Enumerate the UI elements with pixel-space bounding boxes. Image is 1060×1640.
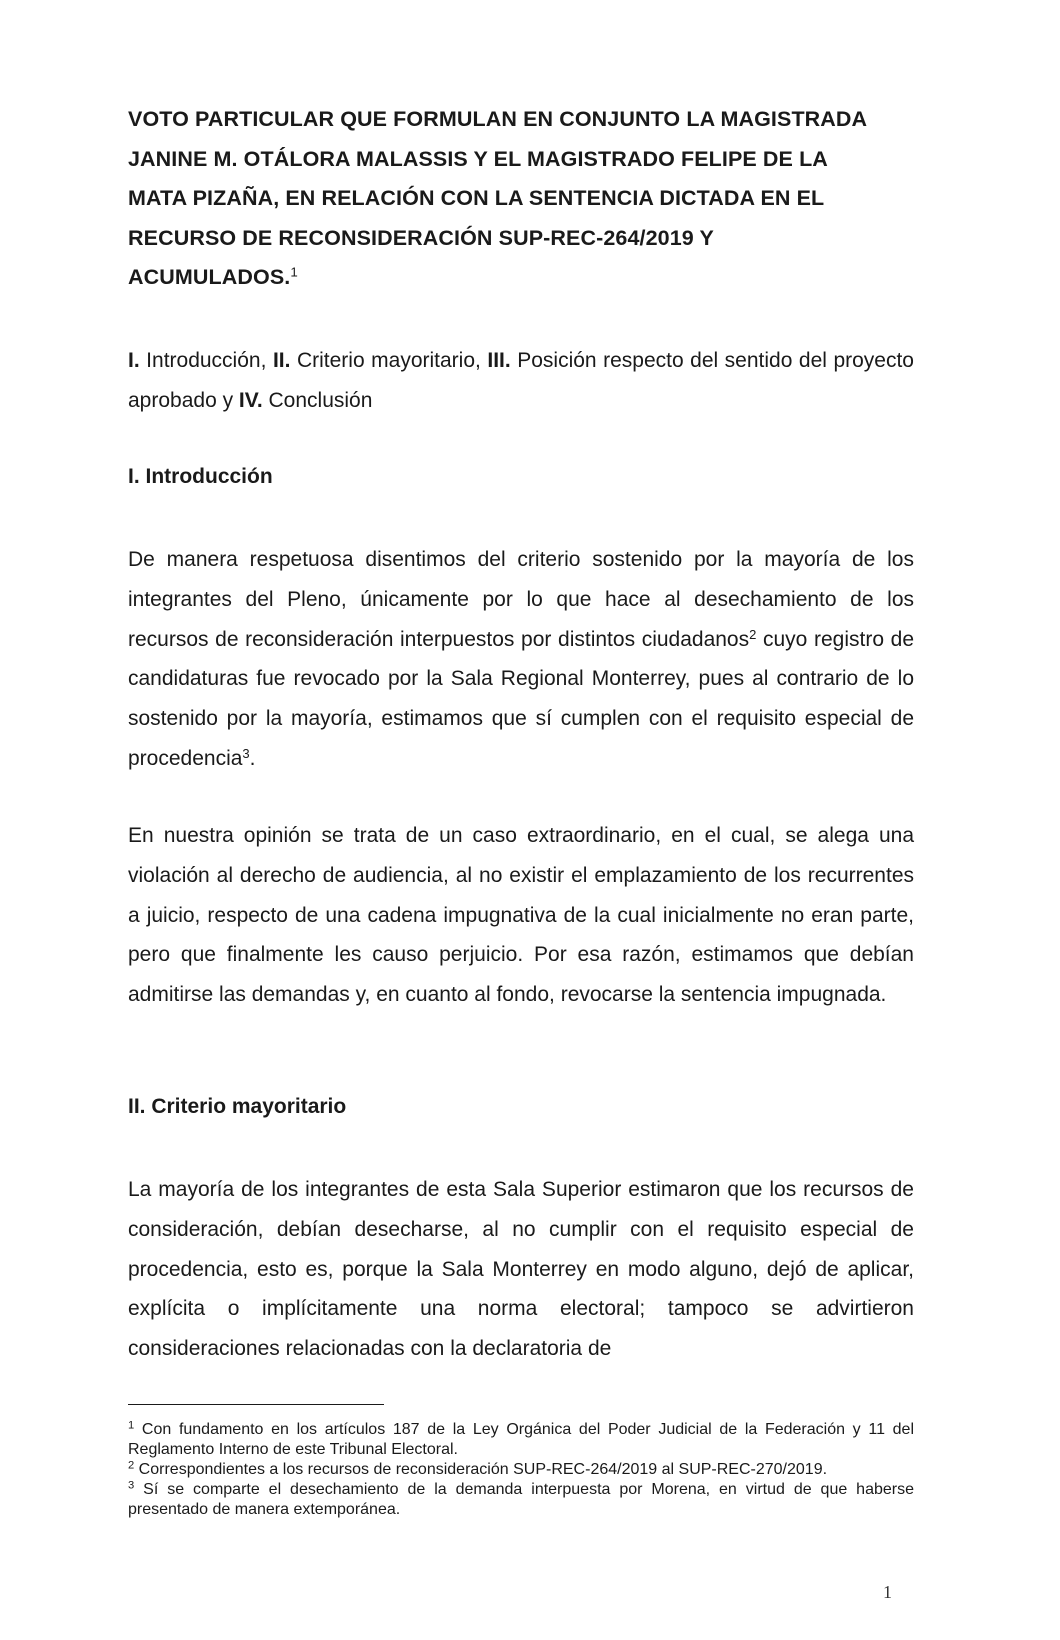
page-number: 1 (883, 1582, 892, 1602)
section-heading: II. Criterio mayoritario (128, 1095, 347, 1118)
footnote-ref: 3 (242, 745, 250, 761)
title-line: VOTO PARTICULAR QUE FORMULAN EN CONJUNTO LA MAGISTRADA (128, 107, 868, 131)
footnotes (128, 1420, 914, 1520)
document-title (128, 100, 914, 298)
footnote-ref: 1 (290, 264, 298, 280)
body-paragraph (128, 540, 914, 779)
index-text: Criterio mayoritario, (290, 349, 488, 372)
index-num: IV. (238, 388, 263, 412)
footnote (128, 1420, 914, 1460)
paragraph-text: . (249, 746, 256, 770)
index-num: II. (272, 349, 291, 372)
title-line: JANINE M. OTÁLORA MALASSIS Y EL MAGISTRADO FELIPE DE LA (128, 146, 828, 171)
title-line: ACUMULADOS. (128, 265, 291, 289)
index-text: Introducción, (139, 349, 273, 372)
footnote-separator (128, 1404, 384, 1405)
index-num: III. (487, 349, 511, 372)
footnote-number: 3 (128, 1479, 135, 1492)
body-paragraph: En nuestra opinión se trata de un caso extraordinario, en el cual, se alega una violación al derecho de audiencia, al no existir el emplazamiento de los recurrentes a juicio, respecto de una cadena impugnativa de la cual inicialmente no eran parte, pero que finalmente les causo perjuicio. Por esa razón, estimamos que debían admitirse las demandas y, en cuanto al fondo, revocarse la sentencia impugnada. (128, 824, 914, 1007)
footnote-text: Con fundamento en los artículos 187 de la Ley Orgánica del Poder Judicial de la Federación y 11 del Reglamento Interno de este Tribunal Electoral. (128, 1421, 914, 1458)
index-text: Posición respecto del sentido del proyecto aprobado y (128, 349, 914, 412)
paragraph-text: cuyo registro de candidaturas fue revocado por la Sala Regional Monterrey, pues al contrario de lo sostenido por la mayoría, estimamos que sí cumplen con el requisito especial de procedencia (128, 627, 914, 770)
index-num: I. (128, 349, 140, 372)
footnote (128, 1460, 914, 1480)
footnote-number: 1 (128, 1419, 135, 1432)
footnote-ref: 2 (749, 626, 757, 642)
footnote (128, 1480, 914, 1520)
footnote-text: Sí se comparte el desechamiento de la demanda interpuesta por Morena, en virtud de que haberse presentado de manera extemporánea. (128, 1481, 914, 1518)
index-text: Conclusión (262, 388, 373, 412)
title-line-last (128, 258, 914, 298)
body-paragraph: La mayoría de los integrantes de esta Sala Superior estimaron que los recursos de consideración, debían desecharse, al no cumplir con el requisito especial de procedencia, esto es, porque la Sala Monterrey en modo alguno, dejó de aplicar, explícita o implícitamente una norma electoral; tampoco se advirtieron consideraciones relacionadas con la declaratoria de (128, 1178, 914, 1361)
section-index (128, 341, 914, 421)
footnote-number: 2 (128, 1459, 135, 1472)
paragraph-text: De manera respetuosa disentimos del criterio sostenido por la mayoría de los integrantes del Pleno, únicamente por lo que hace al desechamiento de los recursos de reconsideración interpuestos por distintos ciudadanos (128, 548, 914, 651)
section-heading: I. Introducción (128, 465, 273, 488)
footnote-text: Correspondientes a los recursos de reconsideración SUP-REC-264/2019 al SUP-REC-270/2019. (134, 1461, 828, 1478)
title-line: RECURSO DE RECONSIDERACIÓN SUP-REC-264/2019 Y (128, 225, 714, 250)
title-line: MATA PIZAÑA, EN RELACIÓN CON LA SENTENCIA DICTADA EN EL (128, 186, 825, 210)
